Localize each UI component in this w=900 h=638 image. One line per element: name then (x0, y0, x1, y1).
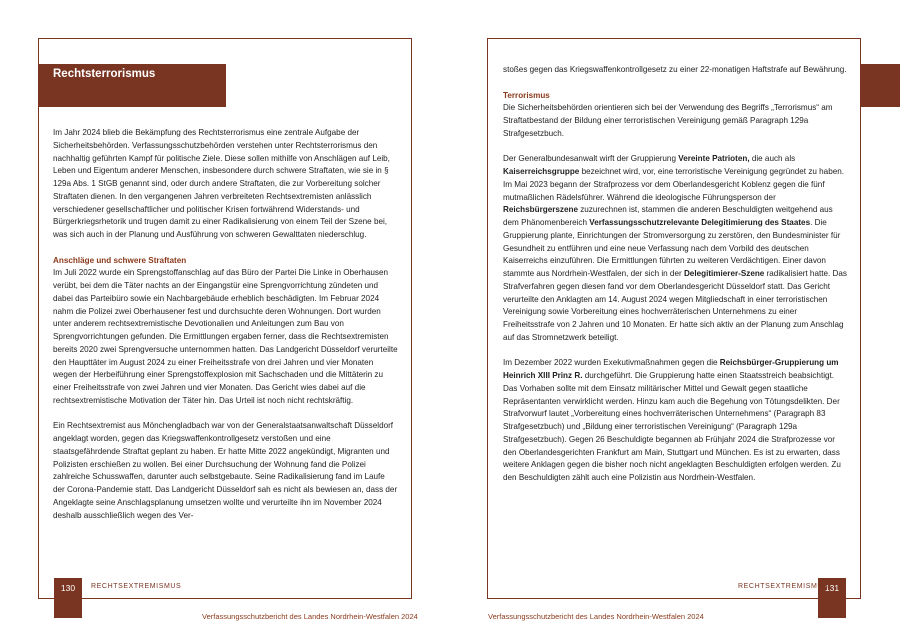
term-vereinte-patrioten: Vereinte Patrioten, (678, 154, 750, 164)
page-number-left: 130 (54, 578, 82, 618)
intro-paragraph: Im Jahr 2024 blieb die Bekämpfung des Rechtsterrorismus eine zentrale Aufgabe der Sicherheitsbehörden. Verfassungsschutzbehörden verstehen unter Rechtsterrorismus den nachhaltig geführten Kampf für politische Ziele. Diese sollen mithilfe von Anschlägen auf Leib, Leben und Eigentum anderer Menschen, insbesondere durch schwere Straftaten, wie sie in § 129a Abs. 1 StGB genannt sind, oder durch andere Straftaten, die zur Vorbereitung solcher Straftaten dienen. In den vergangenen Jahren verbreiteten Rechtsextremisten anlässlich verschiedener gesellschaftlicher und politischer Krisen fortwährend Widerstands- und Bürgerkriegsrhetorik und trugen damit zu einer Radikalisierung von einem Teil der Szene bei, was sich auch in der Planung und Ausführung von schweren Gewalttaten niederschlug. (53, 128, 390, 239)
heading-anschlaege: Anschläge und schwere Straftaten (53, 255, 187, 265)
term-delegitimierer-szene: Delegitimierer-Szene (683, 269, 765, 278)
right-column (503, 64, 848, 485)
running-head-left: RECHTSEXTREMISMUS (91, 583, 182, 590)
term-reichsbuergerszene: Reichsbürgerszene (503, 205, 578, 215)
term-delegitimierung: Verfassungsschutzrelevante Delegitimierung des Staates (589, 218, 811, 227)
section-tab-right (861, 64, 900, 107)
page-number-right: 131 (818, 578, 846, 618)
paragraph-definition: Die Sicherheitsbehörden orientieren sich bei der Verwendung des Begriffs „Terrorismus“ am Straftatbestand der Bildung einer terroristischen Vereinigung gemäß Paragraph 129a Strafgesetzbuch. (503, 103, 833, 138)
paragraph-reichsbuerger-gruppierung: Im Dezember 2022 wurden Exekutivmaßnahmen gegen die Reichsbürger-Gruppierung um Heinrich XIII Prinz R. durchgeführt. Die Gruppierung hatte einen Staatsstreich beabsichtigt. Das Vorhaben sollte mit dem Einsatz militärischer Mittel und Gewalt gegen staatliche Repräsentanten verwirklicht werden. Hinzu kam auch die Begehung von Tötungsdelikten. Der Strafvorwurf lautet „Vorbereitung eines hochverräterischen Unternehmens“ (Paragraph 83 Strafgesetzbuch) und „Bildung einer terroristischen Vereinigung“ (Paragraph 129a Strafgesetzbuch). Gegen 26 Beschuldigte begannen ab Frühjahr 2024 die Strafprozesse vor den Oberlandesgerichten Frankfurt am Main, Stuttgart und München. Es ist zu erwarten, dass weitere Anklagen gegen die bisher noch nicht angeklagten Beschuldigten erfolgen werden. Zu den Beschuldigten zählt auch eine Polizistin aus Nordrhein-Westfalen. (503, 358, 841, 482)
term-kaiserreichsgruppe: Kaiserreichsgruppe (503, 167, 580, 176)
section-title: Rechtsterrorismus (53, 68, 156, 80)
term-heinrich-xiii: Reichsbürger-Gruppierung um Heinrich XIII Prinz R. (503, 358, 839, 380)
running-head-right: RECHTSEXTREMISMUS (738, 583, 829, 590)
paragraph-oberhausen: Im Juli 2022 wurde ein Sprengstoffanschlag auf das Büro der Partei Die Linke in Oberhausen verübt, bei dem die Täter nachts an der Eingangstür eine Sprengvorrichtung zündeten und dabei das Parteibüro sowie ein Nachbargebäude erheblich beschädigten. Im Februar 2024 nahm die Polizei zwei Oberhausener fest und durchsuchte deren Wohnungen. Dort wurden unter anderem rechtsextremistische Devotionalien und Anleitungen zum Bau von Sprengvorrichtungen gefunden. Die Ermittlungen ergaben ferner, dass die Rechtsextremisten bereits 2020 zwei Sprengversuche unternommen hatten. Das Landgericht Düsseldorf verurteilte den Haupttäter im August 2024 zu einer Freiheitsstrafe von drei Jahren und vier Monaten wegen der Herbeiführung einer Sprengstoffexplosion mit Sachschaden und die Mittäterin zu einer Freiheitsstrafe von zwei Jahren und vier Monaten. Das Gericht wies dabei auf die rechtsextremistische Motivation der Täter hin. Das Urteil ist noch nicht rechtskräftig. (53, 268, 398, 405)
paragraph-moenchengladbach: Ein Rechtsextremist aus Mönchengladbach war von der Generalstaatsanwaltschaft Düsseldorf angeklagt worden, gegen das Kriegswaffenkontrollgesetz verstoßen und eine staatsgefährdende Straftat geplant zu haben. Er hatte Mitte 2022 angekündigt, Migranten und Polizisten erschießen zu wollen. Bei einer Durchsuchung der Wohnung fand die Polizei zahlreiche Schusswaffen, darunter auch selbstgebaute. Seine Radikalisierung fand im Laufe der Corona-Pandemie statt. Das Landgericht Düsseldorf sah es nicht als bewiesen an, dass der Angeklagte seine Anschlagsplanung umsetzen wollte und verurteilte ihn im November 2024 deshalb ausschließlich wegen des Ver- (53, 421, 398, 520)
paragraph-continuation: stoßes gegen das Kriegswaffenkontrollgesetz zu einer 22-monatigen Haftstrafe auf Bewährung. (503, 65, 847, 74)
footer-left: Verfassungsschutzbericht des Landes Nordrhein-Westfalen 2024 (202, 612, 418, 621)
heading-terrorismus: Terrorismus (503, 90, 550, 100)
paragraph-vereinte-patrioten: Der Generalbundesanwalt wirft der Gruppierung Vereinte Patrioten, die auch als Kaiserreichsgruppe bezeichnet wird, vor, eine terroristische Vereinigung gegründet zu haben. Im Mai 2023 begann der Strafprozess vor dem Oberlandesgericht Koblenz gegen die fünf mutmaßlichen Rädelsführer. Während die ideologische Führungsperson der Reichsbürgerszene zuzurechnen ist, stammen die anderen Beschuldigten weitgehend aus dem Phänomenbereich Verfassungsschutzrelevante Delegitimierung des Staates. Die Gruppierung plante, Einrichtungen der Stromversorgung zu zerstören, den Bundesminister für Gesundheit zu entführen und eine neue Verfassung nach dem Vorbild des deutschen Kaiserreichs einzuführen. Die Ermittlungen führten zu weiteren Verdächtigen. Einer davon stammte aus Nordrhein-Westfalen, der sich in der Delegitimierer-Szene radikalisiert hatte. Das Strafverfahren gegen diesen fand vor dem Oberlandesgericht Düsseldorf statt. Das Gericht verurteilte den Anklagten am 14. August 2024 wegen Mitgliedschaft in einer terroristischen Vereinigung sowie Vorbereitung eines hochverräterischen Unternehmens zu einer Freiheitsstrafe von 2 Jahren und 10 Monaten. Er hatte sich aktiv an der Planung zum Anschlag auf das Stromnetzwerk beteiligt. (503, 154, 847, 342)
left-column (53, 127, 398, 522)
footer-right: Verfassungsschutzbericht des Landes Nordrhein-Westfalen 2024 (488, 612, 704, 621)
